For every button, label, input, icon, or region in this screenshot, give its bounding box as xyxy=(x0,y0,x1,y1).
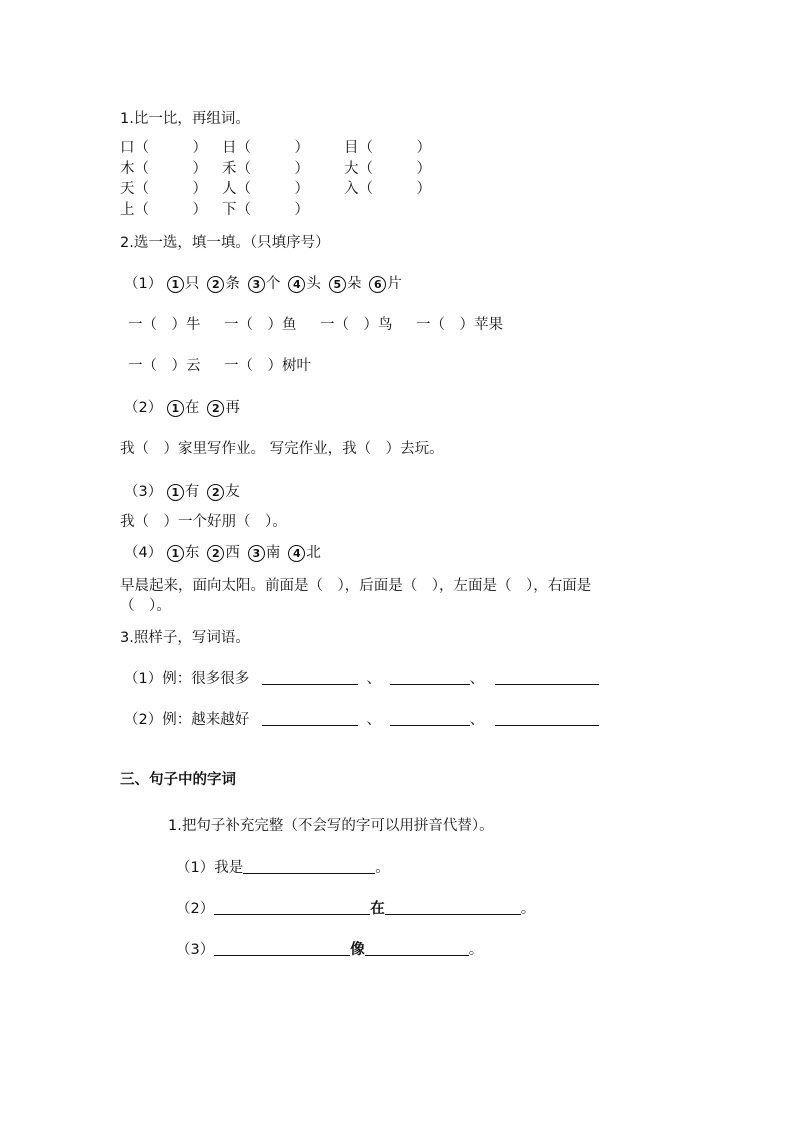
answer-blank[interactable] xyxy=(262,711,358,726)
compare-item[interactable] xyxy=(344,139,431,157)
q3-title: 3.照样子，写词语。 xyxy=(120,630,250,646)
q3-item-1 xyxy=(124,670,599,688)
q2-part4-options xyxy=(124,544,329,562)
q2-part4-option-list xyxy=(167,545,329,561)
option-item xyxy=(167,484,200,500)
blank-item[interactable]: 一（ ）鱼 xyxy=(224,317,297,333)
answer-blank[interactable] xyxy=(495,670,599,685)
word-blank[interactable]: （ ） xyxy=(134,161,207,177)
circled-number: 2 xyxy=(207,545,224,562)
compare-item[interactable] xyxy=(120,160,207,178)
q2-part2-options xyxy=(124,399,248,417)
word-blank[interactable]: （ ） xyxy=(236,202,309,218)
compare-char: 大 xyxy=(344,161,359,177)
option-text: 只 xyxy=(184,276,200,292)
q1-title: 1.比一比，再组词。 xyxy=(120,111,250,127)
circled-number: 4 xyxy=(288,276,305,293)
answer-blank[interactable] xyxy=(214,900,370,915)
sentence-keyword: 在 xyxy=(370,901,385,917)
sentence-1 xyxy=(176,859,390,877)
compare-char: 入 xyxy=(344,181,359,197)
q2-part3-sentence[interactable]: 我（ ）一个好朋（ ）。 xyxy=(120,514,287,530)
compare-item[interactable] xyxy=(344,180,431,198)
blank-item[interactable]: 一（ ）牛 xyxy=(128,317,201,333)
q2-part2-sentence[interactable]: 我（ ）家里写作业。 写完作业，我（ ）去玩。 xyxy=(120,441,444,457)
compare-item[interactable] xyxy=(222,160,309,178)
blank-item[interactable]: 一（ ）云 xyxy=(128,358,201,374)
option-item xyxy=(288,276,321,292)
compare-char: 木 xyxy=(120,161,135,177)
circled-number: 3 xyxy=(248,276,265,293)
option-item xyxy=(167,276,200,292)
option-item xyxy=(288,545,321,561)
sentence-2 xyxy=(176,900,535,918)
sentence-end: 。 xyxy=(520,901,536,917)
q2-title: 2.选一选，填一填。（只填序号） xyxy=(120,235,330,251)
q2-part2-option-list xyxy=(167,400,248,416)
answer-blank[interactable] xyxy=(390,711,470,726)
answer-blank[interactable] xyxy=(390,670,470,685)
circled-number: 2 xyxy=(207,276,224,293)
option-item xyxy=(248,545,281,561)
compare-item[interactable] xyxy=(120,139,207,157)
compare-char: 上 xyxy=(120,202,135,218)
compare-char: 目 xyxy=(344,140,359,156)
option-text: 南 xyxy=(265,545,281,561)
option-text: 朵 xyxy=(346,276,362,292)
word-blank[interactable]: （ ） xyxy=(236,140,309,156)
word-blank[interactable]: （ ） xyxy=(134,140,207,156)
q2-part1-options xyxy=(124,275,410,293)
q2-part3-option-list xyxy=(167,484,248,500)
word-blank[interactable]: （ ） xyxy=(358,181,431,197)
circled-number: 5 xyxy=(329,276,346,293)
option-text: 东 xyxy=(184,545,200,561)
sentence-label: （3） xyxy=(176,942,215,958)
q2-part4-sentence-line1[interactable]: 早晨起来，面向太阳。前面是（ ），后面是（ ），左面是（ ），右面是 xyxy=(120,578,592,594)
answer-blank[interactable] xyxy=(365,941,469,956)
option-text: 西 xyxy=(225,545,240,561)
q2-part4-sentence-line2[interactable]: （ ）。 xyxy=(120,598,171,614)
compare-char: 人 xyxy=(222,181,237,197)
option-text: 头 xyxy=(306,276,321,292)
section-heading: 三、句子中的字词 xyxy=(120,772,236,788)
word-blank[interactable]: （ ） xyxy=(134,181,207,197)
option-text: 片 xyxy=(387,276,402,292)
q2-part3-options xyxy=(124,483,248,501)
answer-blank[interactable] xyxy=(214,941,350,956)
q2-part1-label: （1） xyxy=(124,276,163,292)
option-text: 北 xyxy=(306,545,321,561)
compare-char: 日 xyxy=(222,140,237,156)
option-item xyxy=(207,545,240,561)
option-text: 有 xyxy=(184,484,200,500)
option-item xyxy=(207,400,240,416)
option-text: 友 xyxy=(225,484,240,500)
sentence-label: （1）我是 xyxy=(176,860,244,876)
separator: 、 xyxy=(366,712,381,728)
compare-char: 禾 xyxy=(222,161,237,177)
sentence-3 xyxy=(176,941,483,959)
compare-char: 口 xyxy=(120,140,135,156)
compare-item[interactable] xyxy=(222,201,309,219)
separator: 、 xyxy=(469,712,485,728)
circled-number: 2 xyxy=(207,484,224,501)
section-instruction: 1.把句子补充完整（不会写的字可以用拼音代替）。 xyxy=(168,818,494,834)
circled-number: 2 xyxy=(207,400,224,417)
q2-part4-label: （4） xyxy=(124,545,163,561)
answer-blank[interactable] xyxy=(243,859,375,874)
q3-item-label: （2）例：越来越好 xyxy=(124,712,250,728)
option-text: 个 xyxy=(265,276,281,292)
circled-number: 4 xyxy=(288,545,305,562)
circled-number: 1 xyxy=(167,545,184,562)
compare-item[interactable] xyxy=(222,139,309,157)
circled-number: 1 xyxy=(167,484,184,501)
word-blank[interactable]: （ ） xyxy=(236,181,309,197)
option-item xyxy=(207,276,240,292)
option-text: 在 xyxy=(184,400,200,416)
circled-number: 1 xyxy=(167,276,184,293)
compare-char: 下 xyxy=(222,202,237,218)
circled-number: 6 xyxy=(369,276,386,293)
compare-char: 天 xyxy=(120,181,135,197)
answer-blank[interactable] xyxy=(385,900,521,915)
q2-part3-label: （3） xyxy=(124,484,163,500)
blank-item[interactable]: 一（ ）苹果 xyxy=(416,317,503,333)
option-item xyxy=(329,276,362,292)
q3-item-label: （1）例：很多很多 xyxy=(124,671,250,687)
q2-part2-label: （2） xyxy=(124,400,163,416)
option-item xyxy=(167,400,200,416)
sentence-keyword: 像 xyxy=(350,942,365,958)
option-item xyxy=(248,276,281,292)
word-blank[interactable]: （ ） xyxy=(236,161,309,177)
compare-item[interactable] xyxy=(120,180,207,198)
answer-blank[interactable] xyxy=(262,670,358,685)
option-text: 再 xyxy=(225,400,240,416)
blank-item[interactable]: 一（ ）鸟 xyxy=(320,317,393,333)
option-item xyxy=(369,276,402,292)
q2-part1-option-list xyxy=(167,276,410,292)
blank-item[interactable]: 一（ ）树叶 xyxy=(224,358,311,374)
option-item xyxy=(167,545,200,561)
option-item xyxy=(207,484,240,500)
word-blank[interactable]: （ ） xyxy=(134,202,207,218)
compare-item[interactable] xyxy=(120,201,207,219)
sentence-label: （2） xyxy=(176,901,215,917)
option-text: 条 xyxy=(225,276,240,292)
compare-item[interactable] xyxy=(222,180,309,198)
q3-item-2 xyxy=(124,711,599,729)
sentence-end: 。 xyxy=(375,860,390,876)
compare-item[interactable] xyxy=(344,160,431,178)
word-blank[interactable]: （ ） xyxy=(358,161,431,177)
separator: 、 xyxy=(469,671,485,687)
circled-number: 1 xyxy=(167,400,184,417)
answer-blank[interactable] xyxy=(495,711,599,726)
word-blank[interactable]: （ ） xyxy=(358,140,431,156)
sentence-end: 。 xyxy=(468,942,484,958)
separator: 、 xyxy=(366,671,381,687)
circled-number: 3 xyxy=(248,545,265,562)
